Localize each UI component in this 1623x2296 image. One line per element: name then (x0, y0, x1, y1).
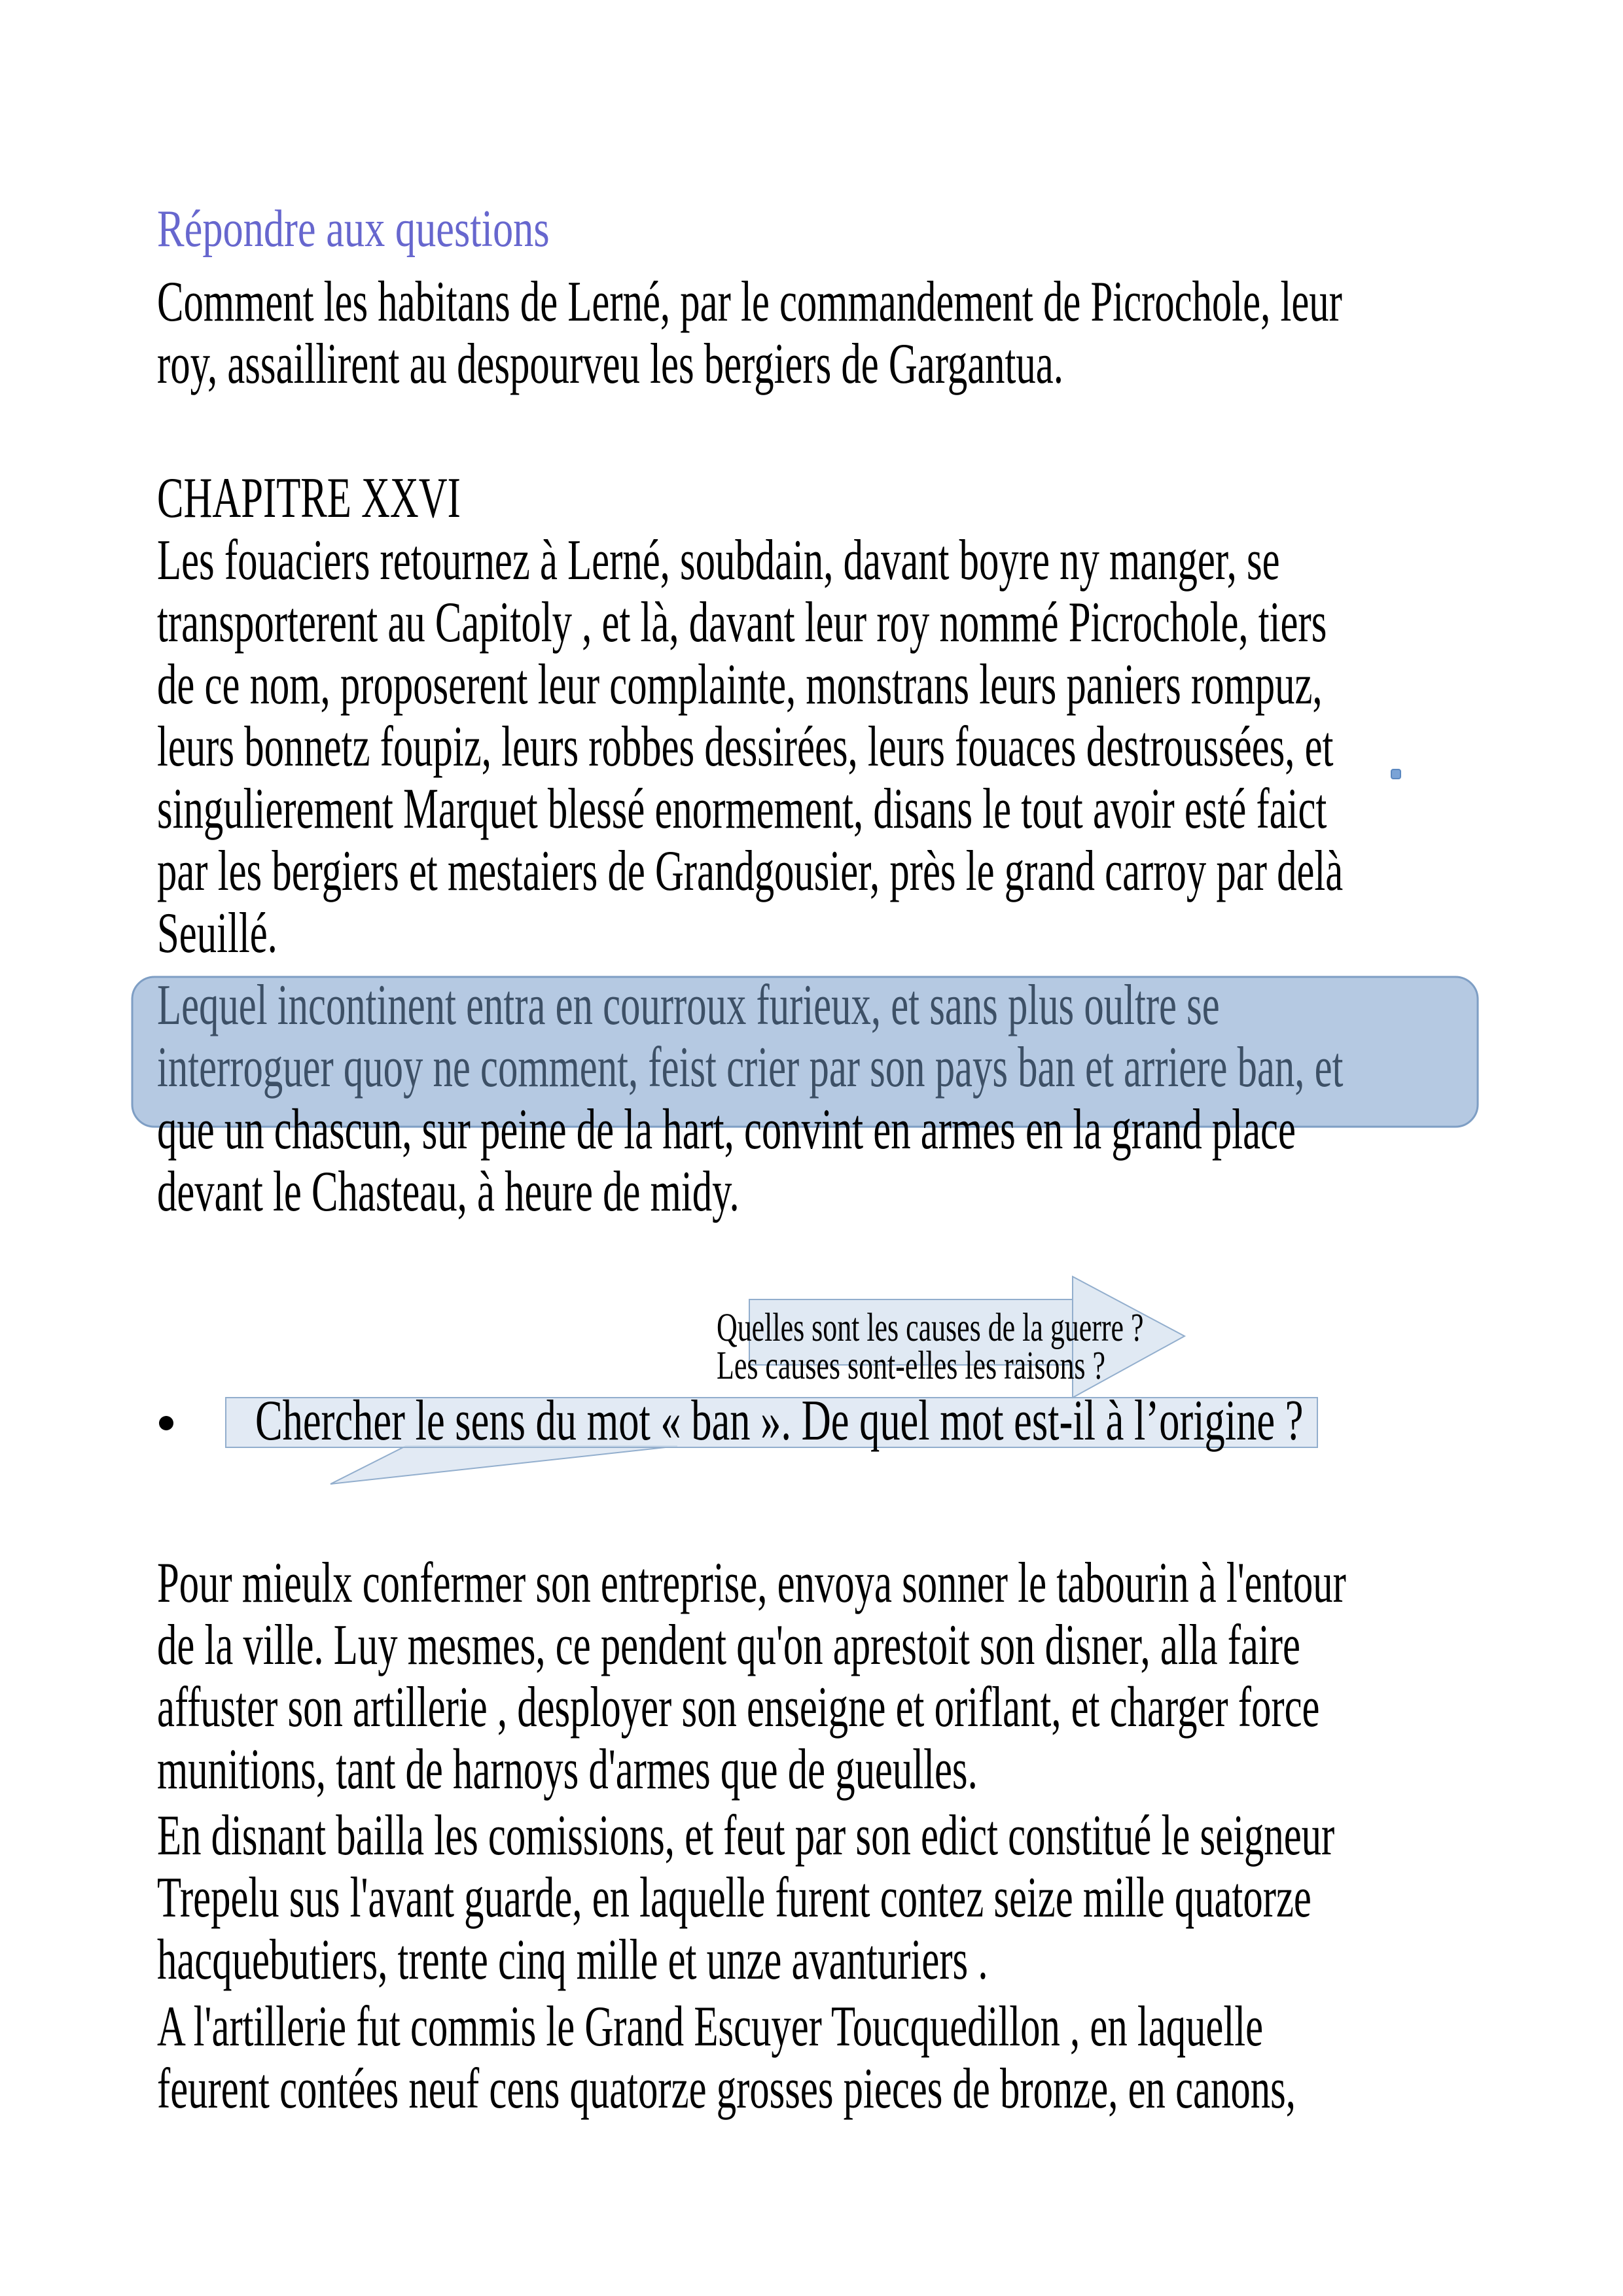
text-line: roy, assaillirent au despourveu les bergiers de Gargantua. (157, 332, 1063, 396)
text-line: En disnant bailla les comissions, et feut par son edict constitué le seigneur (157, 1804, 1335, 1867)
text-line: de ce nom, proposerent leur complainte, monstrans leurs paniers rompuz, (157, 653, 1323, 716)
text-line: transporterent au Capitoly , et là, davant leur roy nommé Picrochole, tiers (157, 591, 1327, 654)
text-line: munitions, tant de harnoys d'armes que de gueulles. (157, 1738, 978, 1801)
text-line: A l'artillerie fut commis le Grand Escuyer Toucquedillon , en laquelle (157, 1995, 1264, 2058)
text-line: affuster son artillerie , desployer son enseigne et oriflant, et charger force (157, 1676, 1320, 1739)
paragraph-chapter (157, 467, 1623, 964)
text-line: Les fouaciers retournez à Lerné, soubdain, davant boyre ny manger, se (157, 529, 1280, 592)
paragraph-tabourin (157, 1552, 1623, 1801)
text-line: singulierement Marquet blessé enormement, disans le tout avoir esté faict (157, 777, 1327, 841)
chapter-heading: CHAPITRE XXVI (157, 467, 461, 530)
text-line: Trepelu sus l'avant guarde, en laquelle furent contez seize mille quatorze (157, 1866, 1311, 1930)
text-line: de la ville. Luy mesmes, ce pendent qu'on aprestoit son disner, alla faire (157, 1614, 1300, 1677)
text-line: devant le Chasteau, à heure de midy. (157, 1160, 740, 1224)
text-line: par les bergiers et mestaiers de Grandgousier, près le grand carroy par delà (157, 839, 1344, 903)
paragraph-artillerie (157, 1996, 1623, 2120)
annotation-question-line: Quelles sont les causes de la guerre ? (717, 1306, 1144, 1350)
text-line: feurent contées neuf cens quatorze grosses pieces de bronze, en canons, (157, 2057, 1296, 2121)
text-line: leurs bonnetz foupiz, leurs robbes dessirées, leurs fouaces destroussées, et (157, 715, 1334, 779)
paragraph-highlighted (157, 974, 1623, 1223)
page-title-text: Répondre aux questions (157, 200, 550, 258)
text-line: Pour mieulx confermer son entreprise, envoya sonner le tabourin à l'entour (157, 1551, 1346, 1615)
bullet-item (255, 1390, 1623, 1452)
text-line: que un chascun, sur peine de la hart, convint en armes en la grand place (157, 1098, 1296, 1161)
text-line: hacquebutiers, trente cinq mille et unze avanturiers . (157, 1928, 988, 1992)
text-line: Seuillé. (157, 902, 277, 965)
bullet-icon (159, 1416, 173, 1430)
bullet-item-text: Chercher le sens du mot « ban ». De quel mot est-il à l’origine ? (255, 1389, 1304, 1453)
annotation-question-line: Les causes sont-elles les raisons ? (717, 1344, 1105, 1388)
text-line: Comment les habitans de Lerné, par le commandement de Picrochole, leur (157, 270, 1342, 334)
annotation-questions (717, 1306, 1310, 1388)
paragraph-comissions (157, 1805, 1623, 1991)
paragraph-intro (157, 271, 1623, 395)
highlighted-text-line: interroguer quoy ne comment, feist crier par son pays ban et arriere ban, et (157, 1036, 1344, 1099)
page-title (157, 198, 660, 260)
highlighted-text-line: Lequel incontinent entra en courroux furieux, et sans plus oultre se (157, 974, 1220, 1037)
